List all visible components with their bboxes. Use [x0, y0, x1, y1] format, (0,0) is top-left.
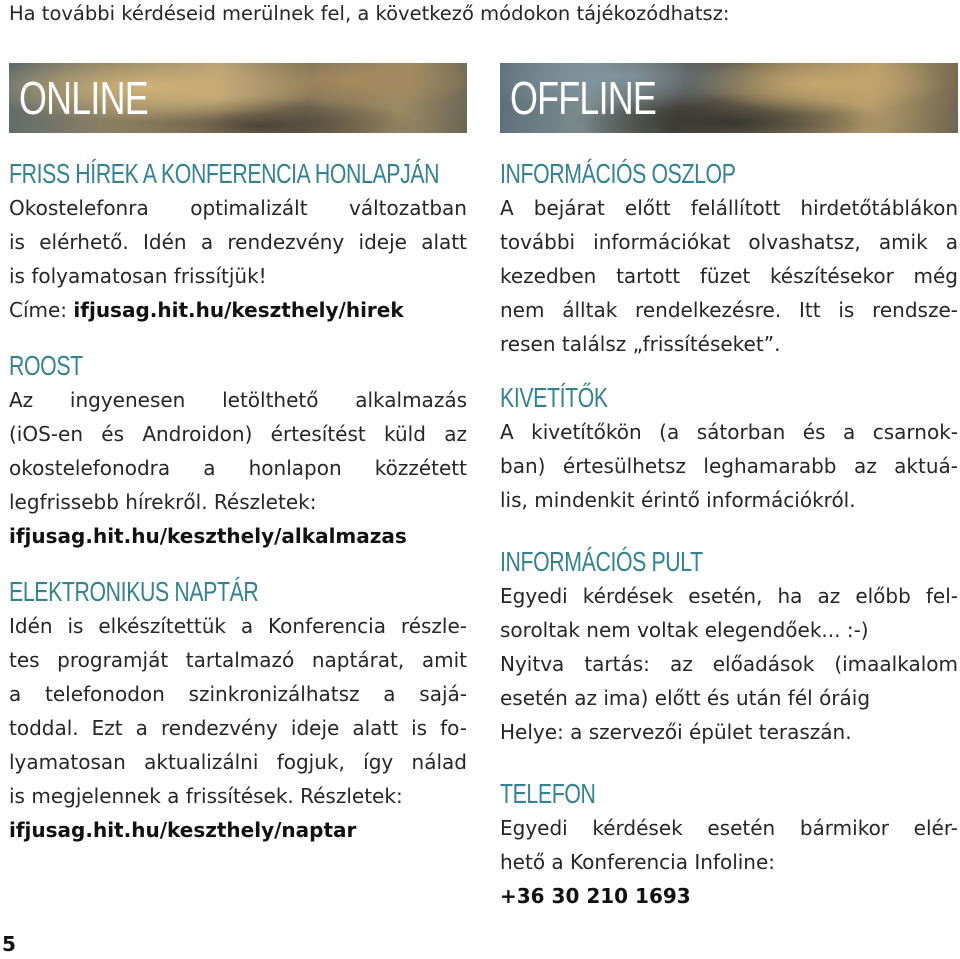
- section-heading: INFORMÁCIÓS OSZLOP: [500, 158, 736, 189]
- offline-column: [500, 63, 958, 908]
- body-line: Egyedi kérdések esetén, ha az előbb fel-: [500, 584, 958, 608]
- body-line: Az ingyenesen letölthető alkalmazás: [9, 388, 467, 412]
- body-line: Okostelefonra optimalizált változatban: [9, 196, 467, 220]
- section-heading: KIVETÍTŐK: [500, 382, 608, 413]
- body-line: A kivetítőkön (a sátorban és a csarnok-: [500, 420, 958, 444]
- intro-text: Ha további kérdéseid merülnek fel, a következő módokon tájékozódhatsz:: [9, 2, 730, 25]
- body-line: kezedben tartott füzet készítésekor még: [500, 264, 958, 288]
- section-body: [9, 191, 467, 327]
- body-line: toddal. Ezt a rendezvény ideje alatt is fo-: [9, 716, 467, 740]
- section-informacios-oszlop: [500, 157, 958, 361]
- body-line: lis, mindenkit érintő információkról.: [500, 488, 856, 512]
- body-line: Egyedi kérdések esetén bármikor elér-: [500, 816, 958, 840]
- offline-banner-title: OFFLINE: [510, 72, 657, 124]
- news-url-link[interactable]: ifjusag.hit.hu/keszthely/hirek: [73, 298, 404, 322]
- body-line: esetén az ima) előtt és után fél óráig: [500, 686, 871, 710]
- section-body: [500, 415, 958, 517]
- body-line: Nyitva tartás: az előadások (imaalkalom: [500, 652, 958, 676]
- section-heading: ELEKTRONIKUS NAPTÁR: [9, 576, 259, 607]
- url-line: [9, 293, 467, 327]
- body-line: nem álltak rendelkezésre. Itt is rendsze-: [500, 298, 958, 322]
- online-banner-title: ONLINE: [19, 72, 148, 124]
- online-column: [9, 63, 467, 842]
- section-body: [9, 609, 467, 847]
- body-line: okostelefonodra a honlapon közzétett: [9, 456, 467, 480]
- url-prefix: Címe:: [9, 298, 74, 322]
- app-url-link[interactable]: ifjusag.hit.hu/keszthely/alkalmazas: [9, 524, 407, 548]
- section-elektronikus-naptar: [9, 575, 467, 847]
- section-friss-hirek: [9, 157, 467, 327]
- body-line: (iOS-en és Androidon) értesítést küld az: [9, 422, 467, 446]
- phone-number-link[interactable]: +36 30 210 1693: [500, 884, 691, 908]
- body-line: is megjelennek a frissítések. Részletek:: [9, 784, 403, 808]
- section-body: [500, 811, 958, 913]
- body-line: is folyamatosan frissítjük!: [9, 264, 267, 288]
- body-line: lyamatosan aktualizálni fogjuk, így nálad: [9, 750, 467, 774]
- online-content: [9, 157, 467, 847]
- section-heading: INFORMÁCIÓS PULT: [500, 546, 703, 577]
- section-heading: ROOST: [9, 350, 83, 381]
- section-body: [9, 383, 467, 553]
- section-heading: TELEFON: [500, 778, 596, 809]
- body-line: a telefonodon szinkronizálhatsz a sajá-: [9, 682, 467, 706]
- body-line: A bejárat előtt felállított hirdetőtáblákon: [500, 196, 958, 220]
- body-line: Helye: a szervezői épület teraszán.: [500, 720, 852, 744]
- section-telefon: [500, 777, 958, 913]
- body-line: tes programját tartalmazó naptárat, amit: [9, 648, 467, 672]
- section-body: [500, 191, 958, 361]
- section-body: [500, 579, 958, 749]
- offline-content: [500, 157, 958, 913]
- page-number: 5: [2, 932, 16, 956]
- body-line: is elérhető. Idén a rendezvény ideje alatt: [9, 230, 467, 254]
- offline-banner: [500, 63, 958, 133]
- body-line: ban) értesülhetsz leghamarabb az aktuá-: [500, 454, 958, 478]
- body-line: legfrissebb hírekről. Részletek:: [9, 490, 317, 514]
- section-heading: FRISS HÍREK A KONFERENCIA HONLAPJÁN: [9, 158, 440, 189]
- body-line: soroltak nem voltak elegendőek... :-): [500, 618, 869, 642]
- body-line: további információkat olvashatsz, amik a: [500, 230, 958, 254]
- body-line: hető a Konferencia Infoline:: [500, 850, 776, 874]
- calendar-url-link[interactable]: ifjusag.hit.hu/keszthely/naptar: [9, 818, 357, 842]
- section-roost: [9, 349, 467, 553]
- body-line: Idén is elkészítettük a Konferencia részle-: [9, 614, 467, 638]
- section-informacios-pult: [500, 545, 958, 749]
- body-line: resen találsz „frissítéseket”.: [500, 332, 781, 356]
- section-kivetitok: [500, 381, 958, 517]
- online-banner: [9, 63, 467, 133]
